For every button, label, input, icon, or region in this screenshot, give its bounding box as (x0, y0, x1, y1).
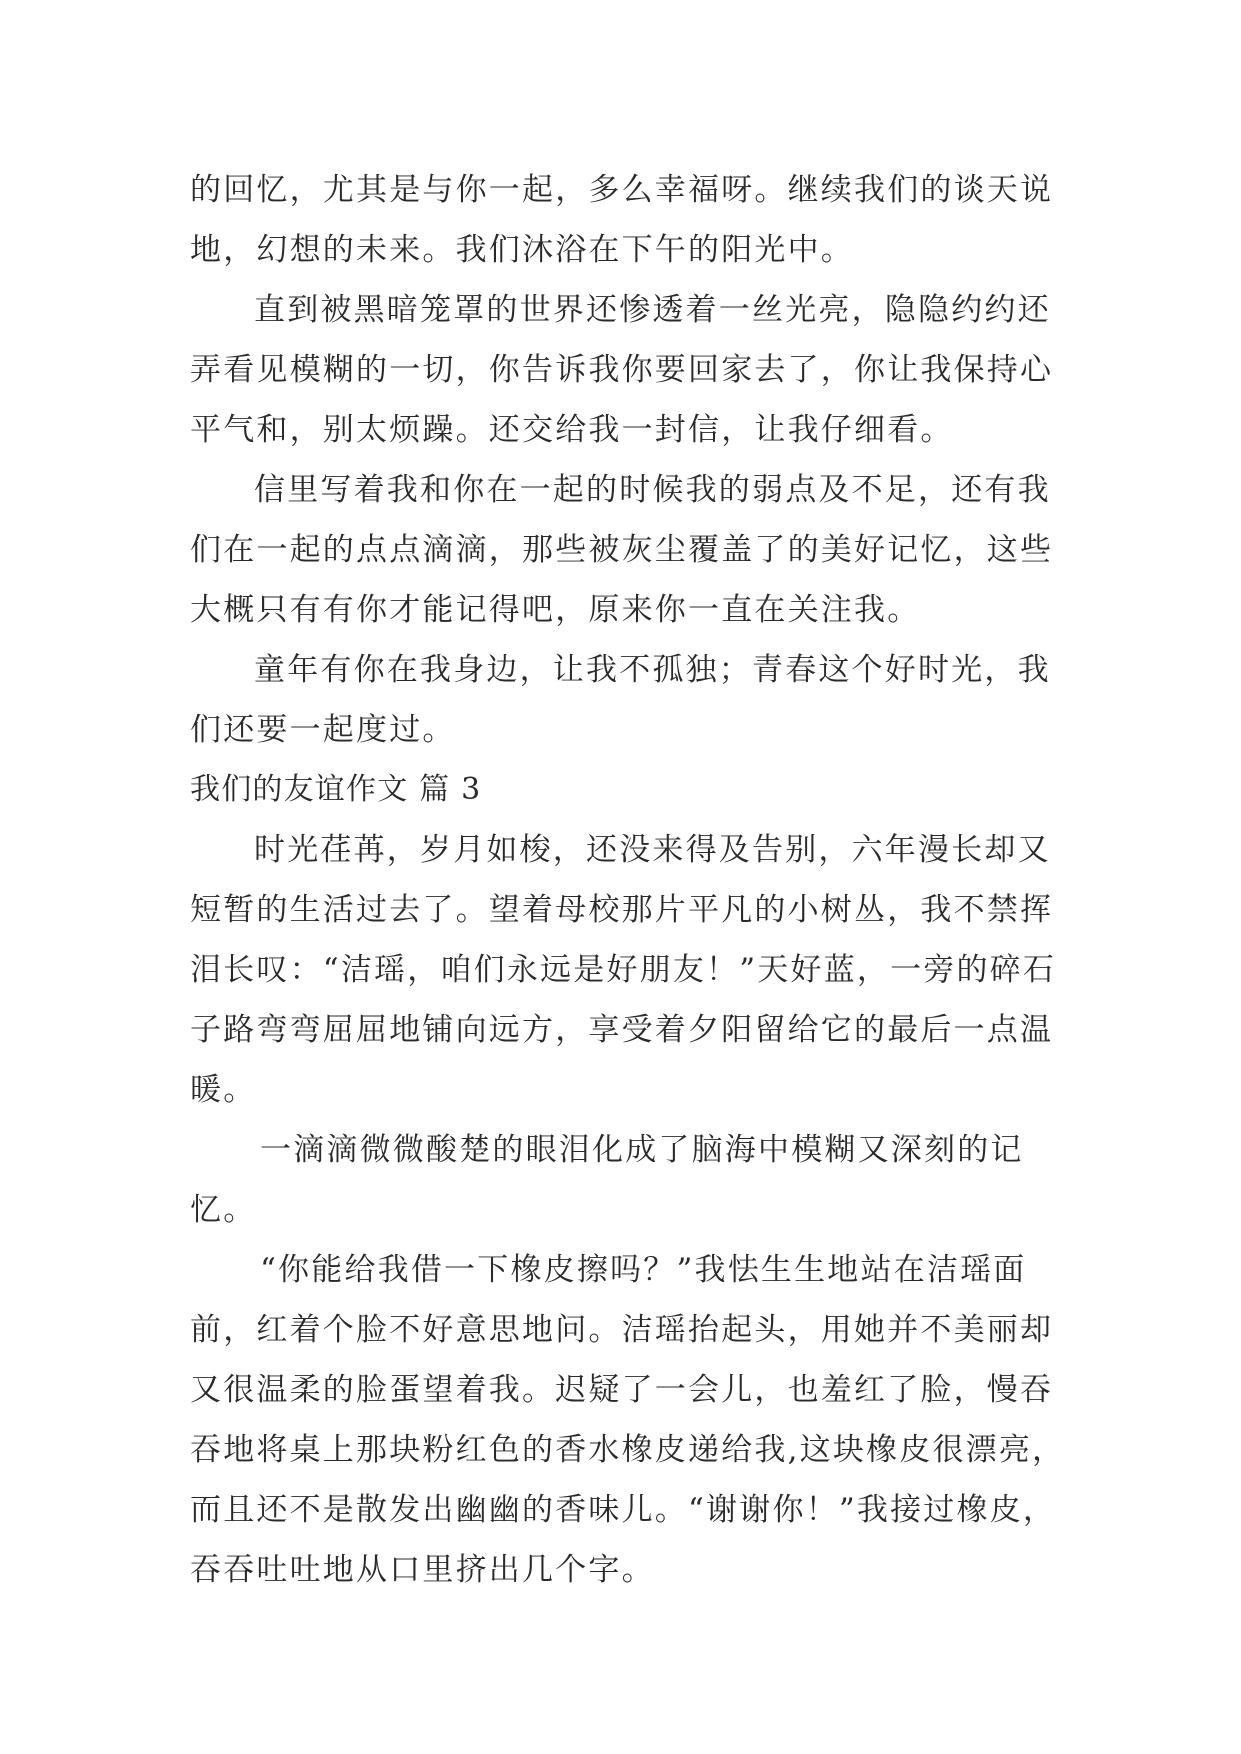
paragraph-first-line: 直到被黑暗笼罩的世界还惨透着一丝光亮，隐隐约约还 (254, 292, 1051, 328)
paragraph-first-line: 信里写着我和你在一起的时候我的弱点及不足，还有我 (254, 472, 1051, 508)
text-line: 们还要一起度过。 (190, 712, 456, 748)
text-line: 前，红着个脸不好意思地问。洁瑶抬起头，用她并不美丽却 (190, 1312, 1054, 1348)
text-line: 又很温柔的脸蛋望着我。迟疑了一会儿，也羞红了脸，慢吞 (190, 1372, 1054, 1408)
text-line: 暖。 (190, 1072, 257, 1108)
text-line: 短暂的生活过去了。望着母校那片平凡的小树丛，我不禁挥 (190, 892, 1054, 928)
paragraph-first-line: 时光荏苒，岁月如梭，还没来得及告别，六年漫长却又 (254, 832, 1051, 868)
text-line: 大概只有有你才能记得吧，原来你一直在关注我。 (190, 592, 921, 628)
document-body (190, 160, 1066, 1600)
text-line: 的回忆，尤其是与你一起，多么幸福呀。继续我们的谈天说 (190, 172, 1054, 208)
text-line: 子路弯弯屈屈地铺向远方，享受着夕阳留给它的最后一点温 (190, 1012, 1054, 1048)
text-line: 弄看见模糊的一切，你告诉我你要回家去了，你让我保持心 (190, 352, 1054, 388)
paragraph-first-line: 童年有你在我身边，让我不孤独；青春这个好时光，我 (254, 652, 1051, 688)
section-heading: 我们的友谊作文 篇 3 (190, 772, 482, 807)
text-line: 地，幻想的未来。我们沐浴在下午的阳光中。 (190, 232, 854, 268)
text-line: 忆。 (190, 1192, 257, 1228)
text-line: 平气和，别太烦躁。还交给我一封信，让我仔细看。 (190, 412, 954, 448)
text-line: 而且还不是散发出幽幽的香味儿。“谢谢你！”我接过橡皮， (190, 1492, 1057, 1528)
text-line: 们在一起的点点滴滴，那些被灰尘覆盖了的美好记忆，这些 (190, 532, 1054, 568)
paragraph-first-line: 一滴滴微微酸楚的眼泪化成了脑海中模糊又深刻的记 (260, 1132, 1024, 1168)
text-line: 泪长叹：“洁瑶，咱们永远是好朋友！”天好蓝，一旁的碎石 (190, 952, 1057, 988)
text-line: 吞吞吐吐地从口里挤出几个字。 (190, 1552, 655, 1588)
paragraph-first-line: “你能给我借一下橡皮擦吗？”我怯生生地站在洁瑶面 (260, 1252, 1027, 1288)
text-line: 吞地将桌上那块粉红色的香水橡皮递给我,这块橡皮很漂亮， (190, 1432, 1066, 1468)
